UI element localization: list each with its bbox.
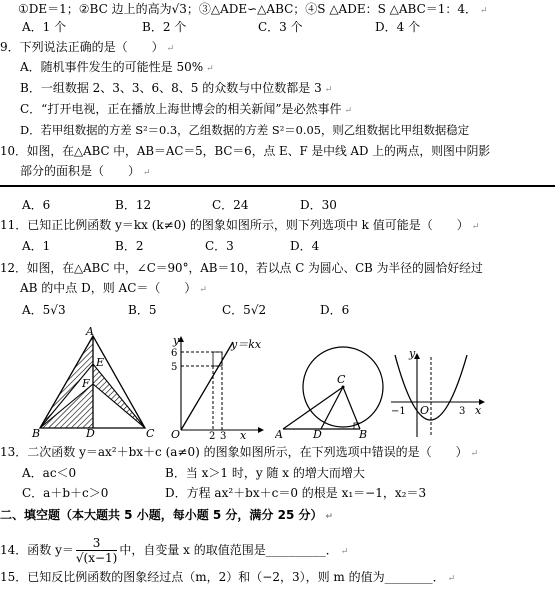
q12-stem-cont: AB 的中点 D，则 AC＝（ ） ↵: [20, 281, 207, 295]
q12-option-d: D．6: [320, 303, 350, 317]
q14-fraction: $\frac{3}{√(x-1)}$: [75, 536, 118, 565]
fig2-label-o: O: [171, 428, 181, 440]
q14-stem: 14．函数 y＝ $\frac{3}{√(x-1)}$ 中，自变量 x 的取值范围是__________． ↵: [0, 536, 349, 565]
section-title: 二、填空题（本大题共 5 小题，每小题 5 分，满分 25 分） ↵: [0, 508, 334, 522]
q8-option-a: A．1 个: [22, 20, 67, 34]
q11-option-c: C．3: [205, 239, 234, 253]
fig2-tick-3: 3: [220, 431, 227, 440]
q15-stem: 15．已知反比例函数的图象经过点（m，2）和（−2，3），则 m 的值为________． ↵: [0, 570, 456, 584]
q13-option-a: A．ac＜0: [22, 466, 77, 480]
q12-option-c: C．5√2: [222, 303, 267, 317]
circle-triangle-figure: [275, 345, 390, 440]
q10-option-b: B．12: [115, 198, 152, 212]
q13-stem: 13．二次函数 y＝ax²＋bx＋c (a≠0) 的图象如图所示，在下列选项中错误的是（ ） ↵: [0, 445, 479, 459]
fig2-label-y: y: [173, 334, 180, 347]
q8-option-b: B．2 个: [142, 20, 187, 34]
fig1-label-d: D: [86, 427, 95, 438]
q11-stem: 11．已知正比例函数 y＝kx (k≠0) 的图象如图所示，则下列选项中 k 值可能是（ ） ↵: [0, 218, 480, 232]
q13-option-c: C．a＋b＋c＞0: [22, 486, 109, 500]
fig4-tick-3: 3: [459, 406, 466, 417]
fig2-tick-5: 5: [171, 362, 178, 373]
q12-option-b: B．5: [128, 303, 157, 317]
q9-option-d: D．若甲组数据的方差 S²＝0.3，乙组数据的方差 S²＝0.05，则乙组数据比甲组数据稳定: [20, 123, 470, 137]
q8-option-d: D．4 个: [375, 20, 421, 34]
fig4-label-x: x: [475, 404, 482, 417]
q11-option-a: A．1: [22, 239, 51, 253]
fig2-tick-6: 6: [171, 348, 178, 359]
fig4-tick-neg1: −1: [391, 406, 406, 417]
fig1-label-f: F: [82, 377, 90, 390]
q11-option-b: B．2: [115, 239, 144, 253]
fig3-label-c: C: [337, 373, 346, 386]
q10-option-c: C．24: [212, 198, 249, 212]
parabola-figure: [385, 345, 495, 440]
q10-stem: 10．如图，在△ABC 中，AB＝AC＝5，BC＝6，点 E、F 是中线 AD 上的两点，则图中阴影: [0, 144, 491, 158]
q10-option-a: A．6: [22, 198, 51, 212]
q9-option-c: C．“打开电视，正在播放上海世博会的相关新闻”是必然事件 ↵: [20, 102, 353, 116]
fig1-label-a: A: [86, 326, 94, 338]
q8-option-c: C．3 个: [258, 20, 303, 34]
q13-option-d: D．方程 ax²＋bx＋c＝0 的根是 x₁＝−1，x₂＝3: [165, 486, 427, 500]
fig2-label-ykx: y＝kx: [231, 338, 262, 351]
q9-stem: 9．下列说法正确的是（ ） ↵: [0, 40, 175, 54]
fig4-label-o: O: [420, 404, 430, 417]
fig2-tick-2: 2: [209, 431, 216, 440]
linear-function-figure: [165, 330, 275, 440]
fig4-label-y: y: [409, 347, 416, 360]
fig1-label-b: B: [32, 427, 41, 438]
q12-stem: 12．如图，在△ABC 中，∠C＝90°，AB＝10，若以点 C 为圆心、CB 为半径的圆恰好经过: [0, 261, 483, 275]
q10-option-d: D．30: [300, 198, 337, 212]
q9-option-a: A．随机事件发生的可能性是 50% ↵: [20, 60, 214, 74]
q13-option-b: B．当 x＞1 时，y 随 x 的增大而增大: [165, 466, 365, 480]
fig3-label-a: A: [275, 428, 283, 440]
page-divider: [0, 185, 555, 187]
q12-option-a: A．5√3: [22, 303, 66, 317]
q11-option-d: D．4: [290, 239, 320, 253]
fig2-label-x: x: [240, 429, 247, 440]
q10-stem-cont: 部分的面积是（ ） ↵: [20, 164, 151, 178]
triangle-abc-figure: [20, 326, 170, 438]
fig3-label-d: D: [313, 428, 322, 440]
fig1-label-c: C: [146, 427, 155, 438]
q9-option-b: B．一组数据 2、3、3、6、8、5 的众数与中位数都是 3 ↵: [20, 81, 333, 95]
fig1-label-e: E: [96, 356, 105, 369]
fig3-label-b: B: [359, 428, 368, 440]
q8-statements: ①DE＝1；②BC 边上的高为√3；③△ADE∽△ABC；④S △ADE：S △ABC＝1：4． ↵: [18, 2, 488, 16]
